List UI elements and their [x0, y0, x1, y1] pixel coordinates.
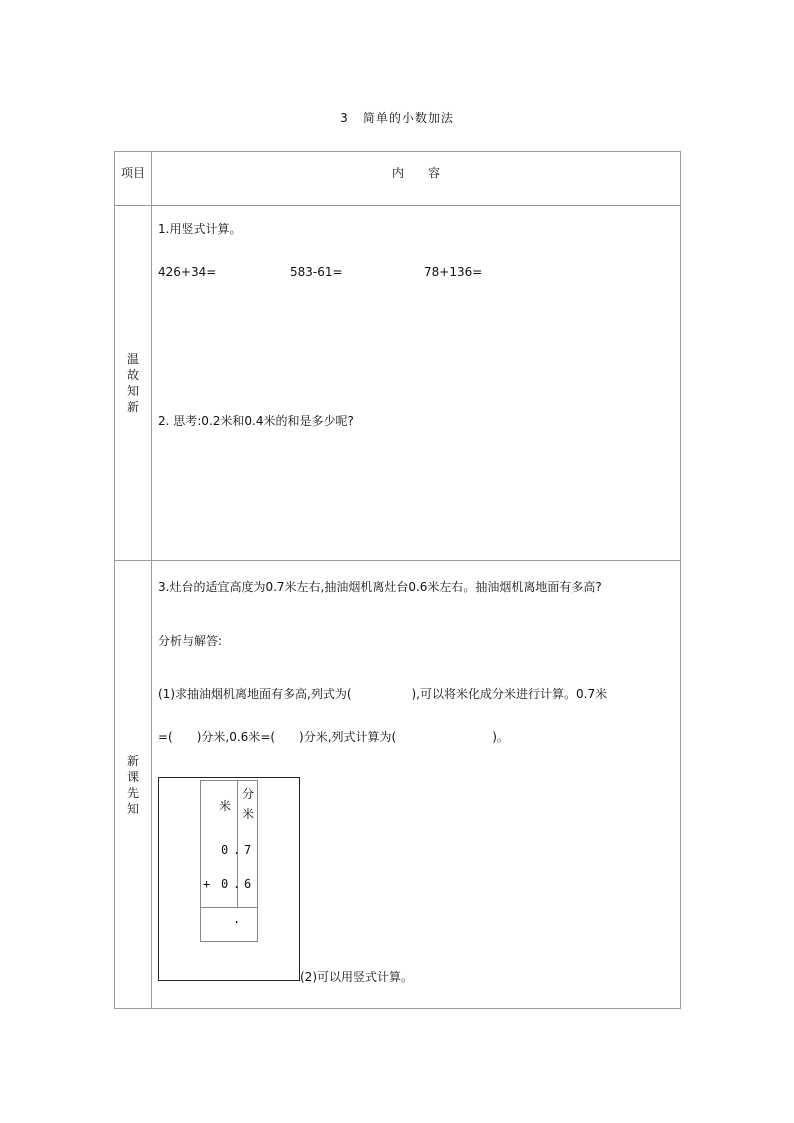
review-label [127, 351, 139, 415]
note-2: (2)可以用竖式计算。 [300, 970, 413, 984]
header-item-label: 项目 [120, 166, 145, 180]
plus-sign: + [203, 877, 211, 891]
expression-1: 426+34= [158, 265, 217, 279]
addend-2-decimal: 6 [244, 877, 252, 891]
preview-label [127, 753, 139, 817]
label-char: 知 [127, 801, 140, 816]
page-title [0, 109, 794, 126]
col-header-mi-2: 米 [242, 807, 255, 821]
expression-3: 78+136= [424, 265, 483, 279]
col-header-mi: 米 [219, 799, 232, 813]
result-line [201, 907, 257, 908]
review-label-cell [115, 206, 152, 561]
preview-label-cell [115, 561, 152, 1009]
label-char: 新 [127, 400, 140, 414]
review-row [115, 206, 681, 561]
addend-1-integer: 0 [221, 843, 229, 857]
addend-2-point: . [233, 877, 241, 891]
question-3: 3.灶台的适宜高度为0.7米左右,抽油烟机离灶台0.6米左右。抽油烟机离地面有多高? [158, 580, 602, 594]
header-item-cell [115, 152, 152, 206]
label-char: 先 [127, 785, 140, 800]
label-char: 温 [127, 352, 140, 366]
review-content-cell [152, 206, 681, 561]
title-number: 3 [340, 111, 349, 125]
addend-1-point: . [233, 843, 241, 857]
header-content-label: 内 容 [391, 166, 440, 180]
question-2: 2. 思考:0.2米和0.4米的和是多少呢? [158, 414, 354, 428]
analysis-heading: 分析与解答: [158, 634, 223, 648]
expression-2: 583-61= [290, 265, 343, 279]
label-char: 故 [127, 368, 140, 382]
col-header-fen: 分 [242, 787, 255, 801]
header-content-cell [152, 152, 681, 206]
table-header-row [115, 152, 681, 206]
addend-2-integer: 0 [221, 877, 229, 891]
addend-1-decimal: 7 [244, 843, 252, 857]
analysis-line-2: =( )分米,0.6米=( )分米,列式计算为( )。 [158, 730, 509, 744]
question-1-title: 1.用竖式计算。 [158, 222, 242, 236]
analysis-line-1: (1)求抽油烟机离地面有多高,列式为( ),可以将米化成分米进行计算。0.7米 [158, 687, 608, 701]
title-text: 简单的小数加法 [362, 111, 454, 125]
label-char: 知 [127, 384, 140, 398]
label-char: 新 [127, 753, 140, 768]
result-point: . [233, 912, 241, 926]
label-char: 课 [127, 769, 140, 784]
